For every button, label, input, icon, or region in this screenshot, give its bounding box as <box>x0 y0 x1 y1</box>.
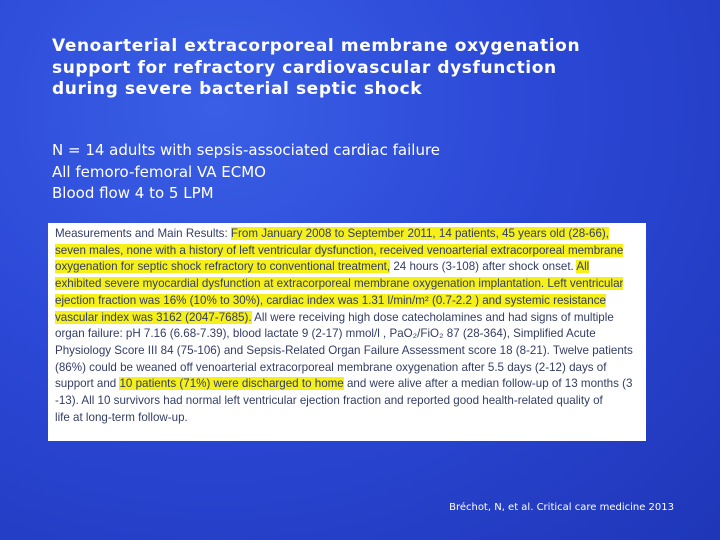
summary-item: Blood flow 4 to 5 LPM <box>52 184 214 202</box>
citation: Bréchot, N, et al. Critical care medicine 2013 <box>449 502 674 513</box>
excerpt-line <box>55 310 640 327</box>
excerpt-line <box>55 293 640 310</box>
excerpt-text: Measurements and Main Results: <box>55 227 231 240</box>
title-line: support for refractory cardiovascular dysfunction <box>52 57 557 78</box>
highlighted-text: 10 patients (71%) were discharged to home <box>119 377 344 391</box>
excerpt-line <box>55 376 640 393</box>
abstract-excerpt <box>48 223 646 441</box>
highlighted-text: From January 2008 to September 2011, 14 patients, 45 years old (28-66), <box>230 227 610 240</box>
excerpt-text: All were receiving high dose catecholamines and had signs of multiple <box>251 310 614 324</box>
excerpt-line: organ failure: pH 7.16 (6.68-7.39), blood lactate 9 (2-17) mmol/l , PaO₂/FiO₂ 87 (28-364), Simplified Acute <box>55 327 596 341</box>
excerpt-line <box>55 243 640 260</box>
excerpt-text: support and <box>55 377 120 391</box>
excerpt-line <box>55 226 640 243</box>
excerpt-line <box>55 276 640 293</box>
excerpt-line <box>55 259 640 276</box>
title-line: Venoarterial extracorporeal membrane oxygenation <box>52 36 581 56</box>
summary-item: All femoro-femoral VA ECMO <box>52 162 266 181</box>
highlighted-text: All <box>576 260 590 274</box>
excerpt-text: 24 hours (3-108) after shock onset. <box>390 260 577 274</box>
summary-list <box>52 140 440 205</box>
slide-title <box>52 36 672 101</box>
excerpt-line: Physiology Score III 84 (75-106) and Sepsis-Related Organ Failure Assessment score 18 (8-21). Twelve patients <box>55 343 633 357</box>
excerpt-line: life at long-term follow-up. <box>55 410 188 424</box>
excerpt-line: -13). All 10 survivors had normal left ventricular ejection fraction and reported good health-related quality of <box>55 394 603 408</box>
highlighted-text: vascular index was 3162 (2047-7685). <box>55 310 252 324</box>
highlighted-text: oxygenation for septic shock refractory to conventional treatment, <box>55 260 391 274</box>
excerpt-line: (86%) could be weaned off venoarterial extracorporeal membrane oxygenation after 5.5 days (2-12) days of <box>55 360 607 374</box>
excerpt-text: and were alive after a median follow-up of 13 months (3 <box>343 377 633 391</box>
highlighted-text: exhibited severe myocardial dysfunction at extracorporeal membrane oxygenation implantation. Left ventricular <box>55 277 624 291</box>
title-line: during severe bacterial septic shock <box>52 79 423 99</box>
highlighted-text: seven males, none with a history of left ventricular dysfunction, received venoarterial extracorporeal membrane <box>55 243 624 257</box>
summary-item: N = 14 adults with sepsis-associated cardiac failure <box>52 141 441 159</box>
highlighted-text: ejection fraction was 16% (10% to 30%), cardiac index was 1.31 l/min/m² (0.7-2.2 ) and systemic resistance <box>55 293 606 307</box>
